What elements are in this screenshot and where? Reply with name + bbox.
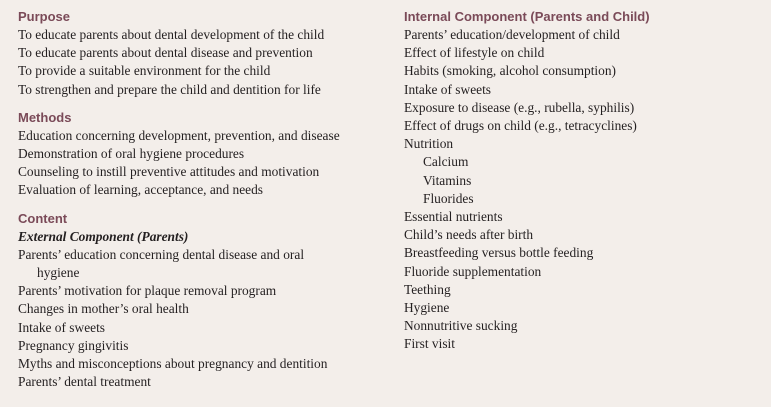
left-column <box>18 8 388 391</box>
right-column <box>404 8 764 354</box>
list-item: Parents’ education concerning dental disease and oral <box>18 246 305 262</box>
nutrition-sub-item: Calcium <box>423 154 469 170</box>
list-item-continuation: hygiene <box>37 265 80 281</box>
nutrition-sub-item: Vitamins <box>423 172 472 188</box>
list-item: Fluoride supplementation <box>404 263 542 279</box>
methods-list <box>18 127 388 200</box>
list-item: To provide a suitable environment for the child <box>18 63 271 79</box>
list-item: Intake of sweets <box>404 81 492 97</box>
list-item: Evaluation of learning, acceptance, and needs <box>18 182 264 198</box>
list-item: To strengthen and prepare the child and dentition for life <box>18 81 321 97</box>
list-item: To educate parents about dental disease and prevention <box>18 45 313 61</box>
list-item: Changes in mother’s oral health <box>18 301 189 317</box>
list-item: To educate parents about dental development of the child <box>18 27 325 42</box>
nutrition-sub-item: Fluorides <box>423 190 474 206</box>
list-item: Parents’ dental treatment <box>18 374 151 390</box>
list-item: Effect of lifestyle on child <box>404 45 545 61</box>
internal-list <box>404 26 764 354</box>
list-item: Essential nutrients <box>404 209 503 225</box>
methods-heading: Methods <box>18 109 72 125</box>
list-item: Counseling to instill preventive attitudes and motivation <box>18 164 320 180</box>
external-component-subheading: External Component (Parents) <box>18 228 189 244</box>
list-item: Hygiene <box>404 300 450 316</box>
list-item: Myths and misconceptions about pregnancy and dentition <box>18 356 328 372</box>
list-item: Education concerning development, prevention, and disease <box>18 127 340 143</box>
list-item: Teething <box>404 281 451 297</box>
list-item: Parents’ education/development of child <box>404 27 620 42</box>
list-item: Child’s needs after birth <box>404 227 534 243</box>
list-item: Nonnutritive sucking <box>404 318 518 334</box>
list-item: Exposure to disease (e.g., rubella, syphilis) <box>404 99 635 115</box>
list-item: Intake of sweets <box>18 319 106 335</box>
list-item: Habits (smoking, alcohol consumption) <box>404 63 616 79</box>
purpose-list <box>18 26 388 99</box>
list-item: Parents’ motivation for plaque removal program <box>18 283 277 299</box>
external-list <box>18 246 388 392</box>
list-item: Nutrition <box>404 136 454 152</box>
purpose-heading: Purpose <box>18 9 71 24</box>
list-item: Breastfeeding versus bottle feeding <box>404 245 594 261</box>
internal-component-heading: Internal Component (Parents and Child) <box>404 9 650 24</box>
list-item: Effect of drugs on child (e.g., tetracyclines) <box>404 118 637 134</box>
content-heading: Content <box>18 210 68 226</box>
list-item: First visit <box>404 336 455 352</box>
list-item: Demonstration of oral hygiene procedures <box>18 146 245 162</box>
list-item: Pregnancy gingivitis <box>18 337 129 353</box>
